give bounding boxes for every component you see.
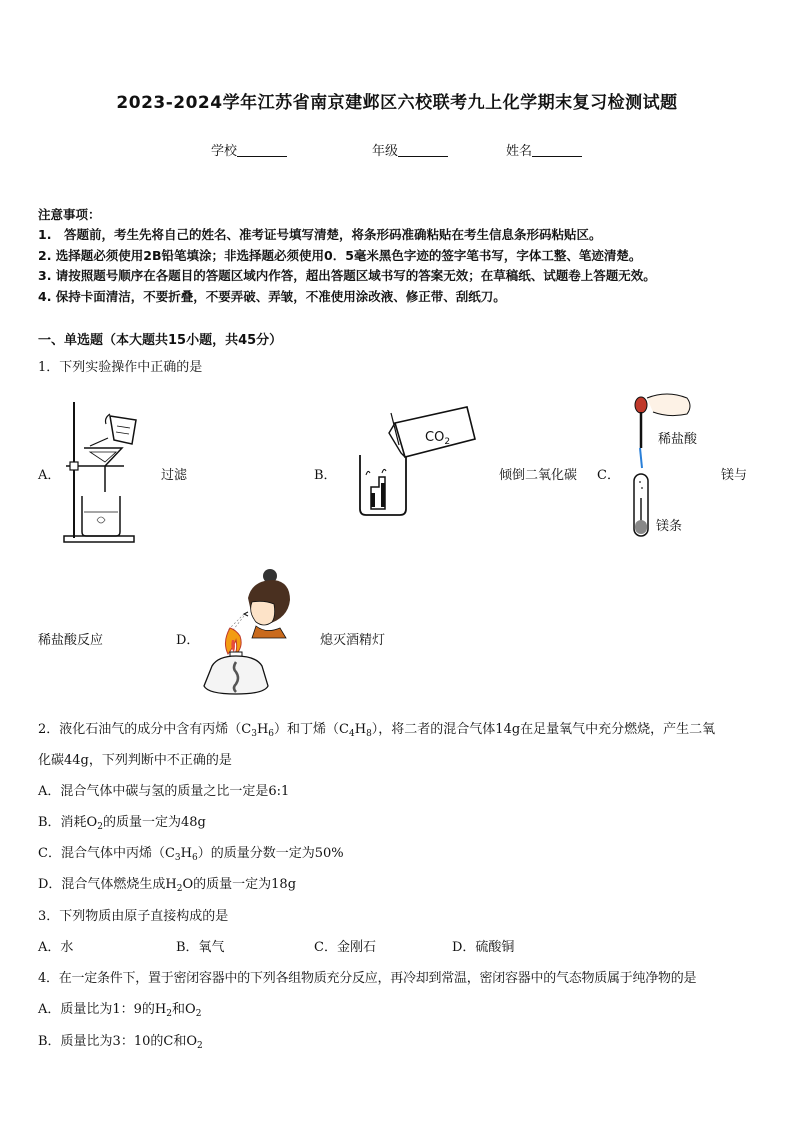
school-field (211, 140, 287, 159)
q1-option-b-letter: B． (314, 468, 337, 483)
school-label: 学校 (211, 144, 238, 159)
q1-option-c-letter: C． (597, 468, 620, 483)
q4-option-a[interactable]: A．质量比为1：9的$H_2$和$O_2$ (38, 1002, 202, 1019)
q2-stem-line-1: 2．液化石油气的成分中含有丙烯$(C_3H_6)$和丁烯$(C_4H_8)$，将二者的混合气体14g在足量氧气中充分燃烧，产生二氧 (38, 722, 716, 739)
q4-stem: 4．在一定条件下，置于密闭容器中的下列各组物质充分反应，再冷却到常温，密闭容器中的气态物质属于纯净物的是 (38, 971, 697, 986)
co2-label: $CO_2$ (425, 430, 451, 447)
q2-option-b[interactable]: B．消耗$O_2$的质量一定为48g (38, 815, 206, 832)
q2-option-c[interactable]: C．混合气体中丙烯$(C_3H_6)$的质量分数一定为50% (38, 846, 344, 863)
grade-field (372, 140, 448, 159)
name-field (506, 140, 582, 159)
school-blank[interactable] (237, 144, 287, 157)
q1-option-c-text-2: 稀盐酸反应 (38, 633, 104, 648)
grade-blank[interactable] (398, 144, 448, 157)
notice-item-3: 3. 请按照题号顺序在各题目的答题区域内作答，超出答题区域书写的答案无效；在草稿纸、试题卷上答题无效。 (38, 268, 656, 283)
pouring-co2-illustration (355, 405, 480, 520)
section-heading: 一、单选题（本大题共15小题，共45分） (38, 333, 283, 348)
q1-option-a-text: 过滤 (161, 468, 188, 483)
filtration-apparatus-illustration (62, 400, 157, 545)
q4-option-b[interactable]: B．质量比为3：10的C和$O_2$ (38, 1034, 203, 1051)
notice-item-1: 1. 答题前，考生先将自己的姓名、准考证号填写清楚，将条形码准确粘贴在考生信息条形码粘贴区。 (38, 227, 602, 242)
q1-stem: 1．下列实验操作中正确的是 (38, 360, 203, 375)
q3-option-b[interactable]: B．氧气 (176, 940, 225, 955)
blowing-lamp-illustration (200, 568, 295, 708)
q1-option-d-letter: D． (176, 633, 200, 648)
name-blank[interactable] (532, 144, 582, 157)
dilute-hcl-label: 稀盐酸 (658, 432, 698, 447)
name-label: 姓名 (506, 144, 533, 159)
q2-option-d[interactable]: D．混合气体燃烧生成$H_2O$的质量一定为18g (38, 877, 297, 894)
mg-ribbon-label: 镁条 (656, 519, 683, 534)
grade-label: 年级 (372, 144, 399, 159)
notice-heading: 注意事项： (38, 207, 101, 222)
q2-stem-line-2: 化碳44g，下列判断中不正确的是 (38, 753, 232, 768)
page-title: 2023-2024学年江苏省南京建邺区六校联考九上化学期末复习检测试题 (116, 93, 678, 113)
q1-option-a-letter: A． (38, 468, 61, 483)
notice-item-4: 4. 保持卡面清洁，不要折叠，不要弄破、弄皱，不准使用涂改液、修正带、刮纸刀。 (38, 289, 506, 304)
q1-option-d-text: 熄灭酒精灯 (320, 633, 386, 648)
q1-option-b-text: 倾倒二氧化碳 (499, 468, 578, 483)
q1-option-c-text-1: 镁与 (721, 468, 748, 483)
q2-option-a[interactable]: A．混合气体中碳与氢的质量之比一定是6:1 (38, 784, 290, 799)
notice-item-2: 2. 选择题必须使用2B铅笔填涂；非选择题必须使用0．5毫米黑色字迹的签字笔书写，字体工整、笔迹清楚。 (38, 248, 642, 263)
q3-stem: 3．下列物质由原子直接构成的是 (38, 909, 229, 924)
q3-option-d[interactable]: D．硫酸铜 (452, 940, 515, 955)
q3-option-c[interactable]: C．金刚石 (314, 940, 376, 955)
q3-option-a[interactable]: A．水 (38, 940, 74, 955)
